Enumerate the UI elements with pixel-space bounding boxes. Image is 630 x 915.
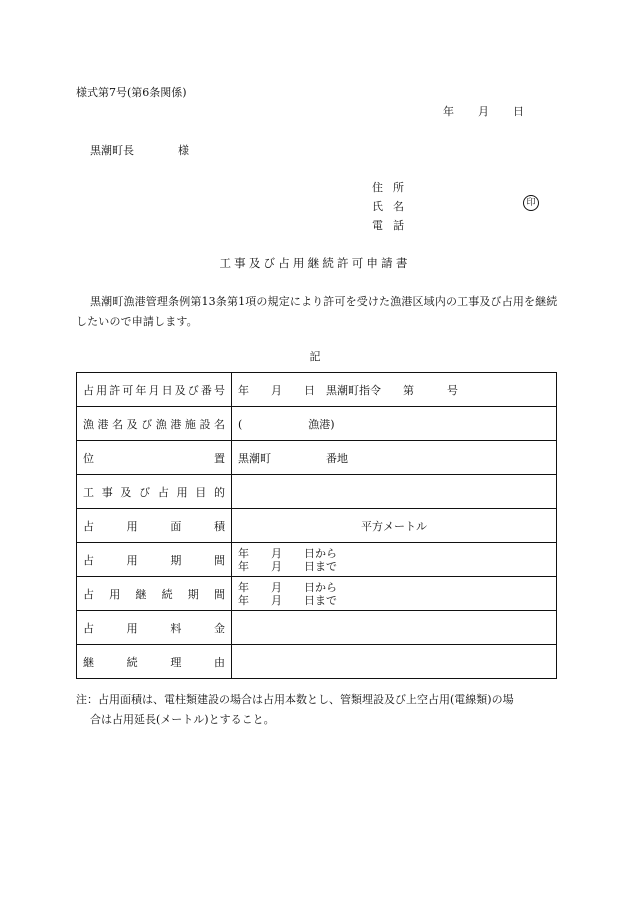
honorific: 様 (178, 144, 189, 157)
row-value[interactable] (232, 577, 557, 611)
table-row (77, 645, 557, 679)
addressee (90, 142, 189, 158)
row-value[interactable]: 平方メートル (232, 509, 557, 543)
form-number: 様式第7号(第6条関係) (76, 86, 187, 99)
table-row (77, 475, 557, 509)
date-day: 日 (513, 105, 524, 118)
table-row (77, 611, 557, 645)
address-label: 住所 (372, 181, 414, 194)
period-from: 年 月 日から (238, 580, 337, 594)
period-to: 年 月 日まで (238, 593, 337, 607)
table-row (77, 509, 557, 543)
name-label: 氏名 (372, 200, 414, 213)
row-label: 占用期間 (83, 553, 225, 567)
footnote-line-2: 合は占用延長(メートル)とすること。 (90, 713, 275, 726)
row-label: 占用料金 (83, 621, 225, 635)
row-label: 漁港名及び漁港施設名 (83, 417, 225, 431)
table-row (77, 407, 557, 441)
row-value[interactable] (232, 645, 557, 679)
row-value[interactable] (232, 475, 557, 509)
row-label: 占用面積 (83, 519, 225, 533)
footnote (76, 690, 560, 730)
date-year: 年 (443, 105, 454, 118)
body-text: 黒潮町漁港管理条例第13条第1項の規定により許可を受けた漁港区域内の工事及び占用を継続したいので申請します。 (76, 295, 558, 328)
row-label: 占用許可年月日及び番号 (83, 383, 225, 397)
application-table (76, 372, 557, 679)
row-label: 位置 (83, 451, 225, 465)
row-value[interactable]: 年 月 日 黒潮町指令 第 号 (232, 373, 557, 407)
row-value[interactable] (232, 543, 557, 577)
footnote-line-1: 注：占用面積は、電柱類建設の場合は占用本数とし、管類埋設及び上空占用(電線類)の場 (76, 693, 514, 706)
period-from: 年 月 日から (238, 546, 337, 560)
addressee-name: 黒潮町長 (90, 144, 134, 157)
ki-heading: 記 (309, 350, 321, 363)
date-month: 月 (478, 105, 489, 118)
document-title: 工事及び占用継続許可申請書 (219, 256, 411, 270)
row-value[interactable]: 黒潮町 番地 (232, 441, 557, 475)
table-row (77, 373, 557, 407)
seal-mark: 印 (523, 195, 539, 211)
period-to: 年 月 日まで (238, 559, 337, 573)
phone-label: 電話 (372, 219, 414, 232)
table-row (77, 441, 557, 475)
table-row (77, 577, 557, 611)
row-label: 占用継続期間 (83, 587, 225, 601)
row-value[interactable]: ( 漁港) (232, 407, 557, 441)
table-row (77, 543, 557, 577)
row-label: 継続理由 (83, 655, 225, 669)
row-value[interactable] (232, 611, 557, 645)
application-date (443, 103, 524, 119)
row-label: 工事及び占用目的 (83, 485, 225, 499)
